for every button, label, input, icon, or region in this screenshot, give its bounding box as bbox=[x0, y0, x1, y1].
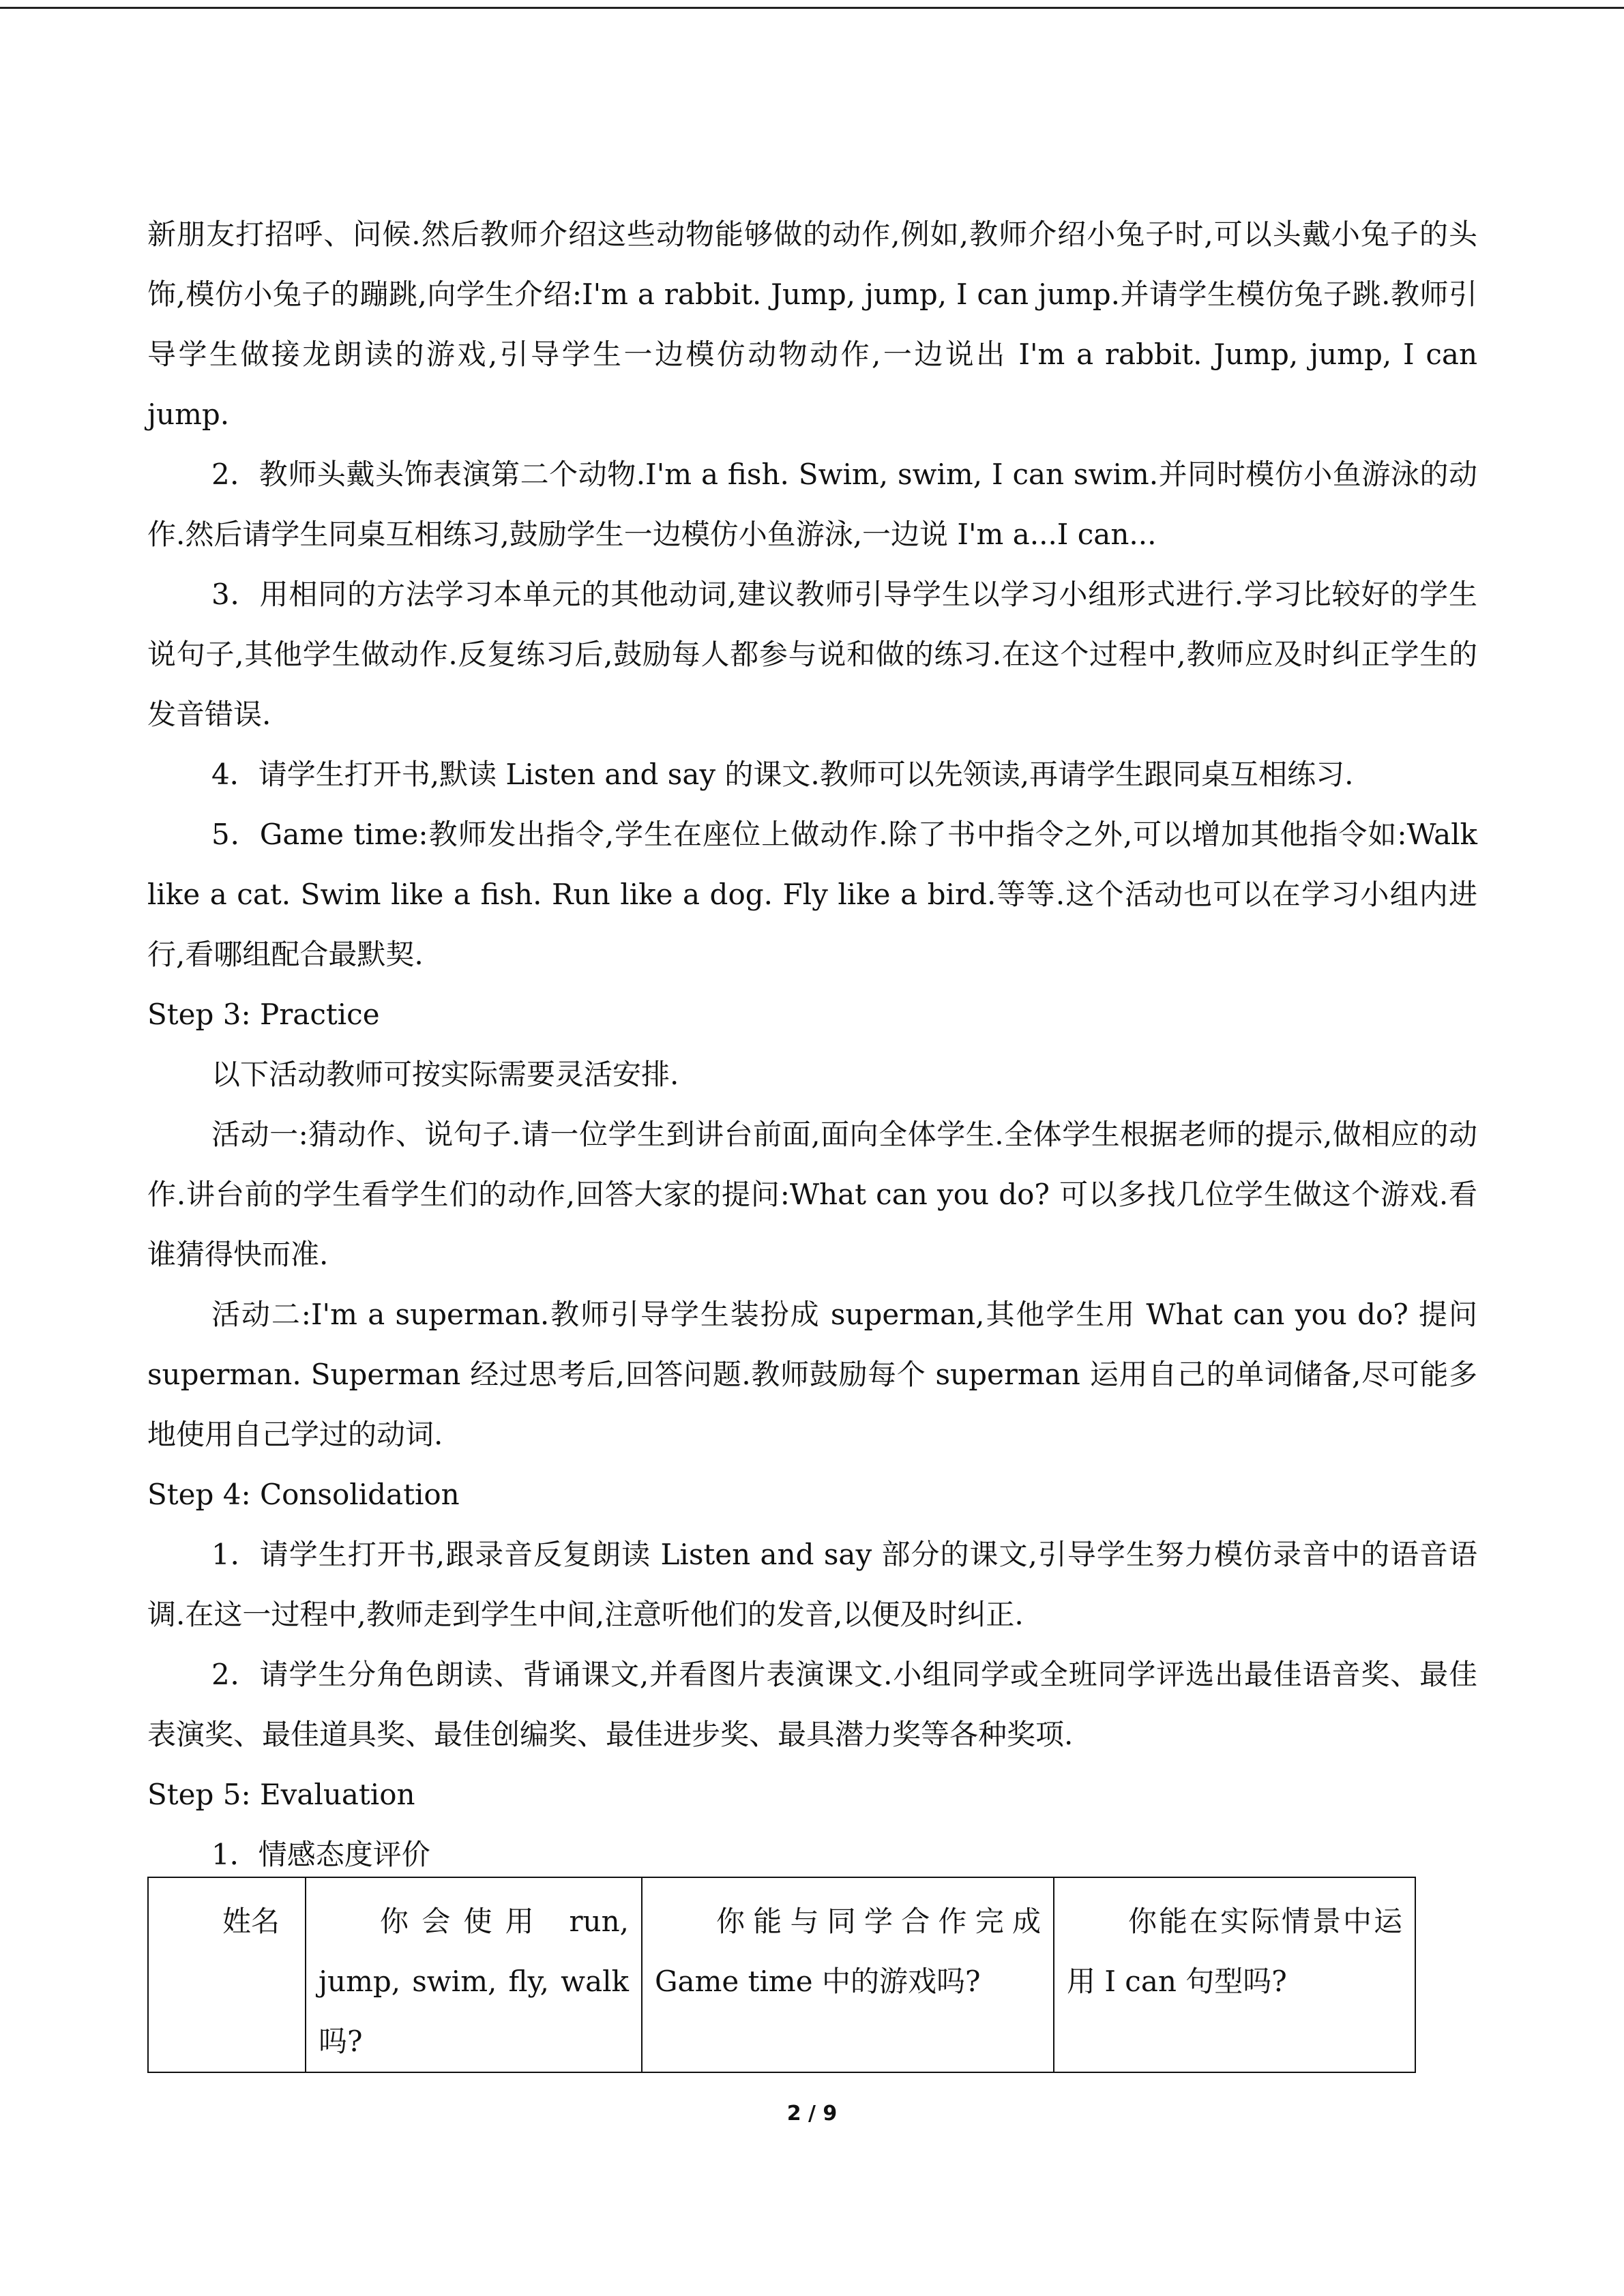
table-header-cell bbox=[642, 1877, 1054, 2072]
paragraph-step2-item3: 3．用相同的方法学习本单元的其他动词,建议教师引导学生以学习小组形式进行.学习比较好的学生说句子,其他学生做动作.反复练习后,鼓励每人都参与说和做的练习.在这个过程中,教师应及时纠正学生的发音错误. bbox=[147, 578, 1477, 731]
table-header-row bbox=[148, 1877, 1415, 2072]
heading-step3: Step 3: Practice bbox=[147, 998, 380, 1031]
table-header-cell bbox=[148, 1877, 306, 2072]
header-cooperation-question: 你能与同学合作完成 Game time 中的游戏吗? bbox=[655, 1905, 1041, 1998]
header-name: 姓名 bbox=[222, 1905, 280, 1938]
table-header-cell bbox=[1054, 1877, 1415, 2072]
paragraph-step2-item5: 5．Game time:教师发出指令,学生在座位上做动作.除了书中指令之外,可以增加其他指令如:Walk like a cat. Swim like a fish. Run like a dog. Fly like a bird.等等.这个活动也可以在学习小组内进行,看哪组配合最默契. bbox=[147, 818, 1477, 971]
paragraph-intro-continued: 新朋友打招呼、问候.然后教师介绍这些动物能够做的动作,例如,教师介绍小兔子时,可以头戴小兔子的头饰,模仿小兔子的蹦跳,向学生介绍:I'm a rabbit. Jump, jump, I can jump.并请学生模仿兔子跳.教师引导学生做接龙朗读的游戏,引导学生一边模仿动物动作,一边说出 I'm a rabbit. Jump, jump, I can jump. bbox=[147, 218, 1477, 431]
paragraph-step2-item4: 4．请学生打开书,默读 Listen and say 的课文.教师可以先领读,再请学生跟同桌互相练习. bbox=[211, 758, 1354, 791]
header-i-can-question: 你能在实际情景中运用 I can 句型吗? bbox=[1067, 1905, 1402, 1998]
paragraph-activity-1: 活动一:猜动作、说句子.请一位学生到讲台前面,面向全体学生.全体学生根据老师的提示,做相应的动作.讲台前的学生看学生们的动作,回答大家的提问:What can you do? 可以多找几位学生做这个游戏.看谁猜得快而准. bbox=[147, 1118, 1477, 1271]
paragraph-activity-2: 活动二:I'm a superman.教师引导学生装扮成 superman,其他学生用 What can you do? 提问 superman. Superman 经过思考后,回答问题.教师鼓励每个 superman 运用自己的单词储备,尽可能多地使用自己学过的动词. bbox=[147, 1298, 1477, 1451]
top-border-line bbox=[0, 7, 1624, 9]
paragraph-evaluation-1: 1．情感态度评价 bbox=[211, 1838, 430, 1871]
evaluation-table bbox=[147, 1877, 1416, 2073]
document-body bbox=[147, 205, 1477, 1885]
paragraph-step2-item2: 2．教师头戴头饰表演第二个动物.I'm a fish. Swim, swim, I can swim.并同时模仿小鱼游泳的动作.然后请学生同桌互相练习,鼓励学生一边模仿小鱼游泳,一边说 I'm a...I can... bbox=[147, 458, 1477, 551]
heading-step4: Step 4: Consolidation bbox=[147, 1478, 460, 1511]
paragraph-practice-intro: 以下活动教师可按实际需要灵活安排. bbox=[211, 1058, 679, 1091]
paragraph-consolidation-2: 2．请学生分角色朗读、背诵课文,并看图片表演课文.小组同学或全班同学评选出最佳语音奖、最佳表演奖、最佳道具奖、最佳创编奖、最佳进步奖、最具潜力奖等各种奖项. bbox=[147, 1658, 1477, 1751]
page-number: 2 / 9 bbox=[786, 2102, 838, 2126]
header-verbs-question: 你会使用 run, jump, swim, fly, walk 吗? bbox=[319, 1905, 629, 2058]
heading-step5: Step 5: Evaluation bbox=[147, 1778, 415, 1811]
paragraph-consolidation-1: 1．请学生打开书,跟录音反复朗读 Listen and say 部分的课文,引导学生努力模仿录音中的语音语调.在这一过程中,教师走到学生中间,注意听他们的发音,以便及时纠正. bbox=[147, 1538, 1477, 1631]
table-header-cell bbox=[306, 1877, 642, 2072]
